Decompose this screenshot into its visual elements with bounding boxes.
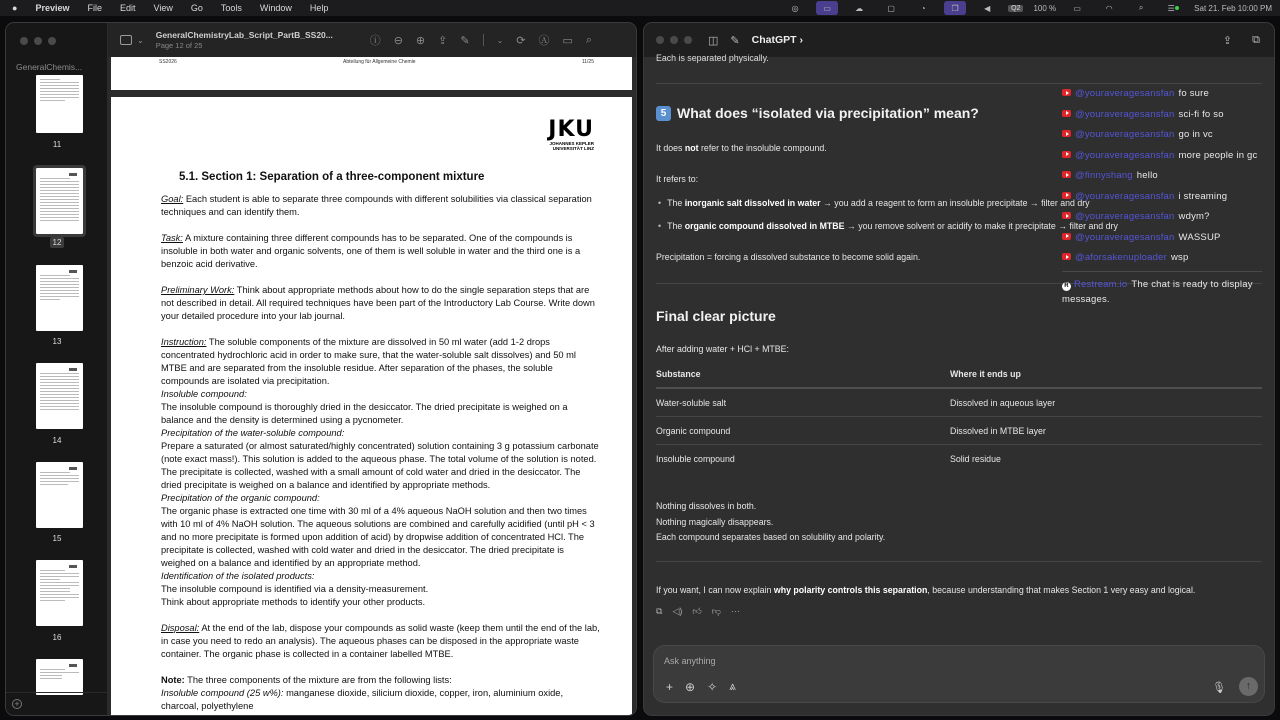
youtube-icon [1062, 171, 1071, 178]
more-options-icon[interactable]: ··· [730, 606, 740, 616]
sidebar-divider [6, 692, 108, 693]
column-header-substance: Substance [656, 369, 701, 379]
follow-up-offer [656, 585, 1195, 595]
text: It does [656, 143, 685, 153]
keyboard-layout-badge[interactable]: Q2 [1008, 5, 1023, 12]
minimize-button[interactable] [34, 37, 42, 45]
document-title: GeneralChemistryLab_Script_PartB_SS20... [155, 30, 333, 40]
add-attachment-icon[interactable]: + [666, 679, 674, 694]
page-number-15: 15 [52, 534, 62, 543]
keycap-5-icon: 5 [656, 106, 671, 121]
table-cell: Organic compound [656, 425, 731, 436]
sidebar-document-title: GeneralChemis... [16, 62, 83, 72]
page-number-16: 16 [52, 633, 62, 642]
insoluble-text: The insoluble compound is thoroughly dried in the desiccator. The dried precipitate is weighed on a balance and the density is determined using a pycnometer. [161, 402, 568, 425]
previous-text: Each is separated physically. [656, 53, 769, 63]
menu-window[interactable]: Window [259, 3, 292, 13]
final-picture-heading: Final clear picture [656, 308, 776, 324]
insoluble-list [161, 687, 601, 713]
sidebar-toggle-icon[interactable]: ◫ [708, 34, 719, 47]
text: If you want, I can now explain [656, 585, 774, 595]
insoluble-list-label: Insoluble compound (25 w%): [161, 688, 284, 698]
message-text: wdym? [1178, 211, 1210, 222]
toolbar-separator [483, 34, 484, 46]
instruction-text: The soluble components of the mixture are dissolved in 50 ml water (add 1-2 drops concentrated hydrochloric acid in order to make sure, that the water-soluble salt dissolves) and 50 ml MTBE and are separated from the insoluble residue. After separation of the phases, the soluble compounds are isolated via precipitation. [161, 337, 576, 386]
menu-go[interactable]: Go [190, 3, 203, 13]
page-number-13: 13 [52, 337, 62, 346]
add-page-icon[interactable]: + [12, 699, 22, 709]
username: @youraveragesansfan [1075, 149, 1175, 161]
menu-app-name[interactable]: Preview [35, 3, 70, 13]
current-page [111, 97, 632, 715]
not-refer-line [656, 143, 827, 153]
message-text: more people in gc [1178, 149, 1258, 161]
message-text: The chat is ready to display messages. [1062, 278, 1253, 305]
username: @youraveragesansfan [1075, 231, 1175, 243]
restream-icon: R [1062, 282, 1071, 291]
youtube-icon [1062, 130, 1071, 137]
page-thumbnail-17[interactable] [36, 659, 83, 695]
final-intro: After adding water + HCl + MTBE: [656, 344, 789, 354]
goal-text: Each student is able to separate three compounds with different solubilities via classical separation techniques and can identify them. [161, 194, 592, 217]
battery-percent: 100 % [1033, 3, 1057, 13]
menu-edit[interactable]: Edit [119, 3, 136, 13]
window-controls [20, 37, 56, 45]
precipitation-definition: Precipitation = forcing a dissolved substance to become solid again. [656, 252, 921, 262]
menu-view[interactable]: View [153, 3, 173, 13]
system-message [1062, 277, 1272, 307]
instruction-paragraph [161, 336, 601, 388]
chat-message [1062, 168, 1272, 183]
logo-line2: UNIVERSITÄT LINZ [552, 146, 594, 151]
page-number-12 [6, 238, 108, 247]
message-input[interactable] [664, 654, 1204, 668]
text: , because understanding that makes Section 1 very easy and logical. [927, 585, 1196, 595]
table-row [656, 445, 1262, 473]
chat-message [1062, 209, 1272, 224]
document-text [161, 171, 601, 713]
prelim-text: Think about appropriate methods about how to do the single separation steps that are not described in detail. All required techniques have been part of the Introductory Lab Course. Write down your detailed procedure into your lab journal. [161, 285, 595, 321]
youtube-icon [1062, 233, 1071, 240]
username: @youraveragesansfan [1075, 190, 1175, 202]
share-icon[interactable]: ⇪ [1222, 34, 1233, 47]
markup-pen-icon[interactable]: ✎ [460, 34, 470, 47]
markup-chevron-icon[interactable]: ⌄ [496, 35, 504, 45]
previous-page [111, 57, 632, 90]
table-cell: Dissolved in MTBE layer [950, 425, 1046, 436]
bold-text: not [684, 143, 699, 153]
water-soluble-label: Precipitation of the water-soluble compound: [161, 428, 345, 438]
task-text: A mixture containing three different compounds has to be separated. One of the compounds is insoluble in both water and organic solvents, one of them is well soluble in water and the third one is a benzoic acid derivative. [161, 233, 581, 269]
zoom-out-icon[interactable]: ⊖ [393, 34, 403, 47]
table-row [656, 417, 1262, 445]
spotlight-search-icon[interactable]: ⌕ [1138, 3, 1144, 12]
menu-help[interactable]: Help [309, 3, 329, 13]
refers-to-line: It refers to: [656, 174, 699, 184]
prelim-paragraph [161, 284, 601, 323]
bold-text: organic compound dissolved in MTBE [684, 221, 845, 231]
table-cell: Water-soluble salt [656, 397, 727, 408]
username: @youraveragesansfan [1075, 211, 1175, 222]
logo-line1: JOHANNES KEPLER [549, 141, 594, 146]
menu-tools[interactable]: Tools [220, 3, 242, 13]
preview-window [5, 22, 637, 716]
page-header-right: 11/25 [581, 59, 594, 65]
goal-paragraph [161, 193, 601, 219]
window-mode-icon[interactable]: ⧉ [1252, 33, 1260, 46]
disposal-paragraph [161, 622, 601, 661]
section-5-heading [656, 105, 979, 121]
task-paragraph [161, 232, 601, 271]
zoom-button[interactable] [48, 37, 56, 45]
menu-file[interactable]: File [87, 3, 102, 13]
disposal-text: At the end of the lab, dispose your compounds as solid waste (keep them until the end of the lab, in case you need to redo an analysis). The aqueous phases can be disposed in the appropriate waste container. The organic phase is collected in a container labelled MTBE. [161, 623, 600, 659]
volume-icon[interactable]: ◀ [984, 3, 991, 13]
disposal-label: Disposal: [161, 623, 200, 633]
chat-title-label: ChatGPT [751, 34, 797, 46]
chat-message [1062, 148, 1272, 163]
close-button[interactable] [656, 36, 664, 44]
tools-compass-icon[interactable]: ⩓ [729, 679, 736, 693]
info-icon[interactable]: ⓘ [369, 35, 381, 47]
username: @aforsakenuploader [1075, 252, 1167, 263]
window-switch-icon[interactable]: ❐ [944, 1, 966, 15]
task-label: Task: [161, 233, 183, 243]
stream-chat-overlay [1062, 86, 1272, 312]
jku-logo [548, 119, 594, 151]
youtube-icon [1062, 110, 1071, 117]
section-heading: 5.1. Section 1: Separation of a three-component mixture [179, 171, 485, 183]
chat-title[interactable]: ChatGPT › [751, 34, 803, 46]
message-actions [656, 606, 740, 617]
control-center-icon[interactable]: ☰ [1162, 1, 1184, 15]
note-paragraph [161, 674, 601, 687]
message-text: hello [1136, 170, 1158, 181]
cloud-icon[interactable]: ☁ [855, 3, 864, 13]
zoom-button[interactable] [684, 36, 692, 44]
microphone-icon[interactable]: 🎙︎ [1212, 682, 1226, 694]
menu-bar [0, 0, 1280, 16]
page-thumbnail-14[interactable] [36, 363, 83, 429]
logo-mark: JKU [548, 117, 594, 142]
text: The [667, 221, 685, 231]
username: Restream.io [1074, 278, 1128, 290]
section-5-title: What does “isolated via precipitation” mean? [677, 105, 979, 121]
youtube-icon [1062, 212, 1071, 219]
chat-message [1062, 230, 1272, 245]
youtube-icon [1062, 192, 1071, 199]
message-text: go in vc [1178, 129, 1213, 140]
page-header-left: SS2026 [159, 59, 177, 65]
chat-message [1062, 107, 1272, 122]
text: refer to the insoluble compound. [698, 143, 827, 153]
thumbs-down-icon[interactable]: 👎︎ [711, 606, 721, 616]
text: → you remove solvent or acidify to make it precipitate → filter and dry [844, 221, 1118, 231]
table-cell: Dissolved in aqueous layer [950, 397, 1056, 408]
page-indicator: Page 12 of 25 [155, 41, 203, 50]
zoom-in-icon[interactable]: ⊕ [415, 34, 426, 47]
text: The [667, 198, 685, 208]
table-cell: Solid residue [950, 454, 1001, 464]
username: @finnyshang [1075, 170, 1133, 181]
message-text: WASSUP [1178, 231, 1221, 243]
page-number-14: 14 [52, 436, 62, 445]
youtube-icon [1062, 151, 1071, 158]
close-button[interactable] [20, 37, 28, 45]
table-row [656, 389, 1262, 417]
bold-text: inorganic salt dissolved in water [684, 198, 821, 208]
youtube-icon [1062, 89, 1071, 96]
table-header-row [656, 361, 1262, 389]
message-text: sci-fi fo so [1178, 108, 1224, 120]
note-label: Note: [161, 675, 185, 685]
summary-line: Each compound separates based on solubility and polarity. [656, 532, 886, 542]
battery-icon[interactable]: ▭ [1073, 3, 1081, 13]
window-controls [656, 36, 692, 44]
sidebar-toggle-icon[interactable] [120, 35, 132, 45]
message-composer [653, 645, 1265, 703]
text: → you add a reagent to form an insoluble precipitate → filter and dry [820, 198, 1090, 208]
results-table [656, 361, 1262, 473]
share-icon[interactable]: ⇪ [438, 34, 448, 47]
chat-message [1062, 250, 1272, 265]
overlay-divider [1062, 271, 1262, 272]
username: @youraveragesansfan [1075, 129, 1175, 140]
timer-icon[interactable]: ◔ [920, 3, 926, 13]
thumbs-up-icon[interactable]: 👍︎ [692, 606, 702, 616]
message-text: i streaming [1178, 190, 1228, 202]
organic-text: The organic phase is extracted one time with 30 ml of a 4% aqueous NaOH solution and then two times with 10 ml of 4% NaOH solution. The aqueous solutions are combined and carefully acidified (until pH < 3 and no more precipitate is formed upon addition of acid) by dropwise addition of concentrated HCl. The precipitate is collected, washed with cold water and dried in the desiccator. The dried precipitate is weighed on a balance and identified by an appropriate method. [161, 506, 595, 568]
clock[interactable]: Sat 21. Feb 10:00 PM [1194, 3, 1272, 13]
water-soluble-text: Prepare a saturated (or almost saturated/highly concentrated) solution containing 3 g potassium carbonate (note exact mass!). This solution is added to the aqueous phase. The total volume of the solution is noted. The precipitate is collected, washed with a small amount of cold water and dried in the desiccator. The dried precipitate is weighed on a balance and identified by appropriate methods. [161, 441, 599, 490]
telescope-research-icon[interactable]: ✧ [707, 679, 718, 694]
document-viewport[interactable] [108, 57, 636, 715]
youtube-icon [1062, 253, 1071, 260]
summary-line: Nothing magically disappears. [656, 517, 774, 527]
thumbnail-sidebar [6, 23, 108, 715]
column-header-location: Where it ends up [950, 369, 1021, 379]
rotate-icon[interactable]: ⟳ [516, 34, 526, 47]
chat-message [1062, 189, 1272, 204]
divider [656, 83, 1262, 84]
divider [656, 561, 1262, 562]
wifi-icon[interactable]: ◠ [1105, 3, 1113, 13]
page-thumbnail-15[interactable] [36, 462, 83, 528]
organic-label: Precipitation of the organic compound: [161, 493, 320, 503]
annotate-icon[interactable]: Ⓐ [538, 35, 550, 47]
fingerprint-icon[interactable]: ◎ [791, 3, 799, 13]
page-header-center: Abteilung für Allgemeine Chemie [343, 59, 416, 65]
page-number-12-label: 12 [50, 237, 65, 248]
chevron-down-icon[interactable]: ⌄ [137, 35, 144, 45]
identification-text-1: The insoluble compound is identified via a density-measurement. [161, 584, 429, 594]
bold-text: why polarity controls this separation [773, 585, 928, 595]
search-icon[interactable]: ⌕ [585, 33, 593, 46]
username: @youraveragesansfan [1075, 108, 1175, 120]
web-search-globe-icon[interactable]: ⊕ [685, 679, 696, 694]
read-aloud-icon[interactable]: ◁) [672, 606, 683, 616]
instruction-label: Instruction: [161, 337, 207, 347]
summary-line: Nothing dissolves in both. [656, 501, 757, 511]
note-text: The three components of the mixture are from the following lists: [184, 675, 452, 685]
preview-toolbar [108, 23, 636, 57]
page-thumbnail-16[interactable] [36, 560, 83, 626]
page-number-11: 11 [52, 140, 62, 149]
table-cell: Insoluble compound [656, 454, 735, 464]
bullet-item [658, 198, 1090, 208]
page-thumbnail-13[interactable] [36, 265, 83, 331]
screen-record-icon[interactable]: ▭ [816, 1, 838, 15]
apple-menu-icon[interactable]: ● [12, 3, 18, 13]
page-thumbnail-11[interactable] [36, 75, 83, 133]
insoluble-list-text: manganese dioxide, silicium dioxide, copper, iron, aluminium oxide, charcoal, polyethylene [161, 688, 564, 711]
form-fill-icon[interactable]: ▭ [562, 34, 573, 47]
send-button[interactable]: ↑ [1239, 677, 1258, 696]
chat-message [1062, 86, 1272, 101]
goal-label: Goal: [161, 194, 184, 204]
identification-text-2: Think about appropriate methods to identify your other products. [161, 597, 426, 607]
prelim-label: Preliminary Work: [161, 285, 235, 295]
copy-icon[interactable]: ⧉ [656, 606, 663, 616]
username: @youraveragesansfan [1075, 88, 1175, 99]
message-text: fo sure [1178, 88, 1209, 99]
chat-message [1062, 127, 1272, 142]
message-text: wsp [1170, 252, 1189, 263]
minimize-button[interactable] [670, 36, 678, 44]
chat-toolbar [644, 23, 1274, 57]
new-chat-icon[interactable]: ✎ [730, 34, 740, 47]
bullet-item [658, 221, 1118, 231]
insoluble-label: Insoluble compound: [161, 389, 247, 399]
page-thumbnail-12[interactable] [36, 168, 83, 234]
display-icon[interactable]: ▢ [887, 3, 895, 13]
identification-label: Identification of the isolated products: [161, 571, 315, 581]
